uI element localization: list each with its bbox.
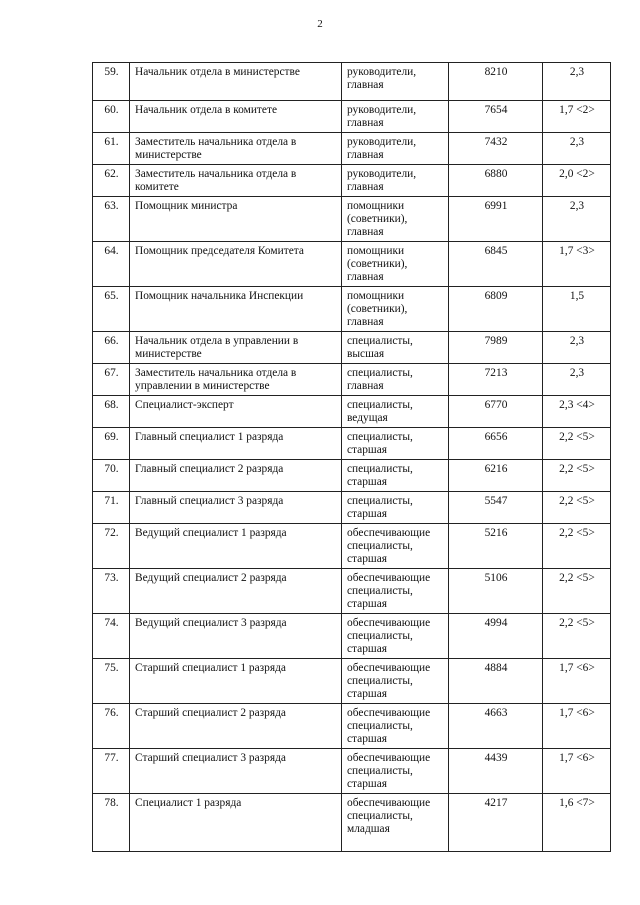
table-row bbox=[93, 569, 611, 614]
position-title: Заместитель начальника отдела в управлении в министерстве bbox=[130, 364, 342, 396]
salary-value: 5547 bbox=[449, 492, 543, 524]
position-group-line: помощники bbox=[347, 290, 405, 302]
position-group-line: (советники), bbox=[347, 303, 408, 315]
table-row bbox=[93, 492, 611, 524]
coefficient-value: 1,7 <6> bbox=[543, 659, 611, 704]
row-number: 73. bbox=[93, 569, 130, 614]
position-group-line: старшая bbox=[347, 476, 387, 488]
position-title: Начальник отдела в министерстве bbox=[130, 63, 342, 101]
position-group bbox=[342, 749, 449, 794]
position-group bbox=[342, 63, 449, 101]
table-row bbox=[93, 704, 611, 749]
table-row bbox=[93, 749, 611, 794]
table-row bbox=[93, 614, 611, 659]
position-group-line: старшая bbox=[347, 598, 387, 610]
salary-value: 4663 bbox=[449, 704, 543, 749]
position-group-line: руководители, bbox=[347, 168, 417, 180]
position-group-line: руководители, bbox=[347, 104, 417, 116]
coefficient-value: 2,3 bbox=[543, 133, 611, 165]
coefficient-value: 2,3 bbox=[543, 332, 611, 364]
position-group-line: специалисты, bbox=[347, 630, 413, 642]
salary-value: 7989 bbox=[449, 332, 543, 364]
table-row bbox=[93, 242, 611, 287]
position-group-line: старшая bbox=[347, 553, 387, 565]
positions-table bbox=[92, 62, 611, 852]
position-group-line: обеспечивающие bbox=[347, 752, 431, 764]
position-group-line: обеспечивающие bbox=[347, 662, 431, 674]
position-group-line: старшая bbox=[347, 733, 387, 745]
position-title: Ведущий специалист 2 разряда bbox=[130, 569, 342, 614]
position-group-line: обеспечивающие bbox=[347, 707, 431, 719]
row-number: 66. bbox=[93, 332, 130, 364]
row-number: 68. bbox=[93, 396, 130, 428]
coefficient-value: 2,3 bbox=[543, 364, 611, 396]
position-group-line: обеспечивающие bbox=[347, 797, 431, 809]
row-number: 62. bbox=[93, 165, 130, 197]
position-group bbox=[342, 101, 449, 133]
position-group-line: специалисты, bbox=[347, 675, 413, 687]
table-row bbox=[93, 794, 611, 852]
salary-value: 6991 bbox=[449, 197, 543, 242]
position-group-line: (советники), bbox=[347, 213, 408, 225]
coefficient-value: 2,0 <2> bbox=[543, 165, 611, 197]
table-row bbox=[93, 364, 611, 396]
coefficient-value: 1,7 <2> bbox=[543, 101, 611, 133]
position-group bbox=[342, 659, 449, 704]
position-group-line: высшая bbox=[347, 348, 385, 360]
position-group-line: главная bbox=[347, 79, 384, 91]
salary-value: 6880 bbox=[449, 165, 543, 197]
position-title: Начальник отдела в управлении в министерстве bbox=[130, 332, 342, 364]
position-title: Главный специалист 1 разряда bbox=[130, 428, 342, 460]
salary-value: 7654 bbox=[449, 101, 543, 133]
position-group-line: главная bbox=[347, 271, 384, 283]
position-group bbox=[342, 364, 449, 396]
coefficient-value: 2,2 <5> bbox=[543, 428, 611, 460]
salary-value: 6809 bbox=[449, 287, 543, 332]
salary-value: 7432 bbox=[449, 133, 543, 165]
salary-value: 7213 bbox=[449, 364, 543, 396]
row-number: 72. bbox=[93, 524, 130, 569]
coefficient-value: 2,2 <5> bbox=[543, 569, 611, 614]
position-group bbox=[342, 165, 449, 197]
position-group-line: специалисты, bbox=[347, 585, 413, 597]
position-group bbox=[342, 569, 449, 614]
position-group-line: руководители, bbox=[347, 66, 417, 78]
position-title: Старший специалист 1 разряда bbox=[130, 659, 342, 704]
row-number: 61. bbox=[93, 133, 130, 165]
salary-value: 4884 bbox=[449, 659, 543, 704]
table-row bbox=[93, 428, 611, 460]
position-title: Начальник отдела в комитете bbox=[130, 101, 342, 133]
position-title: Специалист-эксперт bbox=[130, 396, 342, 428]
salary-value: 5106 bbox=[449, 569, 543, 614]
position-group-line: старшая bbox=[347, 778, 387, 790]
position-group-line: специалисты, bbox=[347, 367, 413, 379]
position-group bbox=[342, 524, 449, 569]
coefficient-value: 1,7 <6> bbox=[543, 704, 611, 749]
row-number: 69. bbox=[93, 428, 130, 460]
coefficient-value: 2,3 bbox=[543, 197, 611, 242]
row-number: 71. bbox=[93, 492, 130, 524]
row-number: 74. bbox=[93, 614, 130, 659]
position-group bbox=[342, 396, 449, 428]
row-number: 78. bbox=[93, 794, 130, 852]
position-group bbox=[342, 704, 449, 749]
position-group-line: главная bbox=[347, 149, 384, 161]
position-group-line: обеспечивающие bbox=[347, 572, 431, 584]
position-group bbox=[342, 460, 449, 492]
position-group-line: специалисты, bbox=[347, 810, 413, 822]
position-title: Помощник председателя Комитета bbox=[130, 242, 342, 287]
coefficient-value: 1,7 <3> bbox=[543, 242, 611, 287]
position-group-line: специалисты, bbox=[347, 765, 413, 777]
position-group-line: специалисты, bbox=[347, 335, 413, 347]
position-group bbox=[342, 197, 449, 242]
page-number: 2 bbox=[317, 18, 323, 30]
coefficient-value: 2,2 <5> bbox=[543, 492, 611, 524]
position-group-line: специалисты, bbox=[347, 399, 413, 411]
position-group bbox=[342, 428, 449, 460]
salary-value: 8210 bbox=[449, 63, 543, 101]
position-group-line: старшая bbox=[347, 688, 387, 700]
salary-value: 6216 bbox=[449, 460, 543, 492]
position-title: Старший специалист 2 разряда bbox=[130, 704, 342, 749]
salary-value: 4994 bbox=[449, 614, 543, 659]
position-group-line: старшая bbox=[347, 643, 387, 655]
table-row bbox=[93, 165, 611, 197]
position-group-line: главная bbox=[347, 181, 384, 193]
table-row bbox=[93, 197, 611, 242]
position-group bbox=[342, 492, 449, 524]
position-group-line: главная bbox=[347, 117, 384, 129]
position-group-line: главная bbox=[347, 316, 384, 328]
coefficient-value: 1,5 bbox=[543, 287, 611, 332]
salary-value: 6770 bbox=[449, 396, 543, 428]
position-group bbox=[342, 133, 449, 165]
row-number: 75. bbox=[93, 659, 130, 704]
table-row bbox=[93, 133, 611, 165]
coefficient-value: 1,6 <7> bbox=[543, 794, 611, 852]
position-group-line: обеспечивающие bbox=[347, 617, 431, 629]
coefficient-value: 2,2 <5> bbox=[543, 460, 611, 492]
position-group bbox=[342, 332, 449, 364]
position-title: Старший специалист 3 разряда bbox=[130, 749, 342, 794]
row-number: 77. bbox=[93, 749, 130, 794]
position-title: Заместитель начальника отдела в комитете bbox=[130, 165, 342, 197]
row-number: 70. bbox=[93, 460, 130, 492]
table-row bbox=[93, 63, 611, 101]
position-group bbox=[342, 287, 449, 332]
position-group-line: специалисты, bbox=[347, 720, 413, 732]
row-number: 63. bbox=[93, 197, 130, 242]
table-row bbox=[93, 101, 611, 133]
position-title: Ведущий специалист 3 разряда bbox=[130, 614, 342, 659]
row-number: 60. bbox=[93, 101, 130, 133]
position-group-line: специалисты, bbox=[347, 463, 413, 475]
row-number: 65. bbox=[93, 287, 130, 332]
salary-value: 6845 bbox=[449, 242, 543, 287]
row-number: 64. bbox=[93, 242, 130, 287]
position-group-line: главная bbox=[347, 380, 384, 392]
position-group-line: помощники bbox=[347, 200, 405, 212]
salary-value: 5216 bbox=[449, 524, 543, 569]
position-title: Помощник начальника Инспекции bbox=[130, 287, 342, 332]
position-group-line: обеспечивающие bbox=[347, 527, 431, 539]
position-group-line: старшая bbox=[347, 508, 387, 520]
position-title: Ведущий специалист 1 разряда bbox=[130, 524, 342, 569]
position-group-line: старшая bbox=[347, 444, 387, 456]
position-group-line: ведущая bbox=[347, 412, 388, 424]
position-group-line: специалисты, bbox=[347, 495, 413, 507]
row-number: 67. bbox=[93, 364, 130, 396]
position-title: Главный специалист 3 разряда bbox=[130, 492, 342, 524]
coefficient-value: 1,7 <6> bbox=[543, 749, 611, 794]
position-title: Заместитель начальника отдела в министерстве bbox=[130, 133, 342, 165]
table-row bbox=[93, 460, 611, 492]
coefficient-value: 2,3 bbox=[543, 63, 611, 101]
position-title: Специалист 1 разряда bbox=[130, 794, 342, 852]
row-number: 59. bbox=[93, 63, 130, 101]
table-row bbox=[93, 524, 611, 569]
salary-value: 4439 bbox=[449, 749, 543, 794]
row-number: 76. bbox=[93, 704, 130, 749]
position-group-line: специалисты, bbox=[347, 540, 413, 552]
table-row bbox=[93, 659, 611, 704]
table-row bbox=[93, 332, 611, 364]
coefficient-value: 2,2 <5> bbox=[543, 524, 611, 569]
position-group-line: младшая bbox=[347, 823, 390, 835]
position-group-line: руководители, bbox=[347, 136, 417, 148]
position-group bbox=[342, 614, 449, 659]
salary-value: 4217 bbox=[449, 794, 543, 852]
position-group-line: главная bbox=[347, 226, 384, 238]
coefficient-value: 2,2 <5> bbox=[543, 614, 611, 659]
table-row bbox=[93, 287, 611, 332]
position-group-line: (советники), bbox=[347, 258, 408, 270]
table-body bbox=[93, 63, 611, 852]
position-group-line: специалисты, bbox=[347, 431, 413, 443]
salary-value: 6656 bbox=[449, 428, 543, 460]
position-title: Помощник министра bbox=[130, 197, 342, 242]
coefficient-value: 2,3 <4> bbox=[543, 396, 611, 428]
position-group bbox=[342, 242, 449, 287]
position-group bbox=[342, 794, 449, 852]
table-row bbox=[93, 396, 611, 428]
position-group-line: помощники bbox=[347, 245, 405, 257]
position-title: Главный специалист 2 разряда bbox=[130, 460, 342, 492]
